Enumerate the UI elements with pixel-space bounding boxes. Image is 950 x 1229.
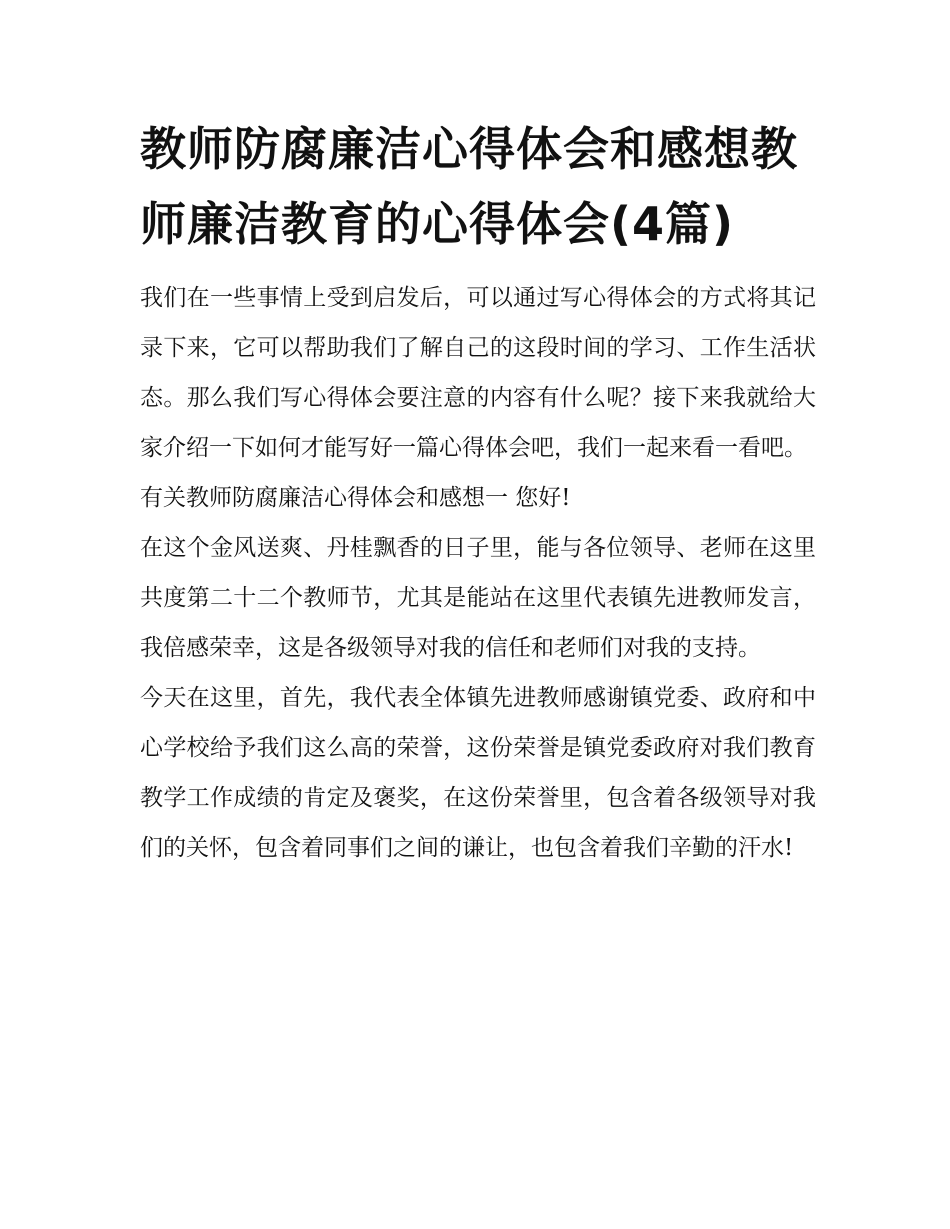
document-page (140, 112, 816, 873)
paragraph-teachers-day: 在这个金风送爽、丹桂飘香的日子里，能与各位领导、老师在这里共度第二十二个教师节，尤其是能站在这里代表镇先进教师发言，我倍感荣幸，这是各级领导对我的信任和老师们对我的支持。 (140, 535, 816, 661)
document-title: 教师防腐廉洁心得体会和感想教师廉洁教育的心得体会(4篇) (140, 122, 798, 251)
paragraph-heading-one: 有关教师防腐廉洁心得体会和感想一 您好! (140, 485, 571, 511)
document-body (140, 273, 816, 873)
paragraph-intro: 我们在一些事情上受到启发后，可以通过写心得体会的方式将其记录下来，它可以帮助我们了解自己的这段时间的学习、工作生活状态。那么我们写心得体会要注意的内容有什么呢？接下来我就给大家介绍一下如何才能写好一篇心得体会吧，我们一起来看一看吧。 (140, 285, 816, 461)
paragraph-thanks: 今天在这里，首先，我代表全体镇先进教师感谢镇党委、政府和中心学校给予我们这么高的荣誉，这份荣誉是镇党委政府对我们教育教学工作成绩的肯定及褒奖，在这份荣誉里，包含着各级领导对我们的关怀，包含着同事们之间的谦让，也包含着我们辛勤的汗水! (140, 685, 816, 861)
